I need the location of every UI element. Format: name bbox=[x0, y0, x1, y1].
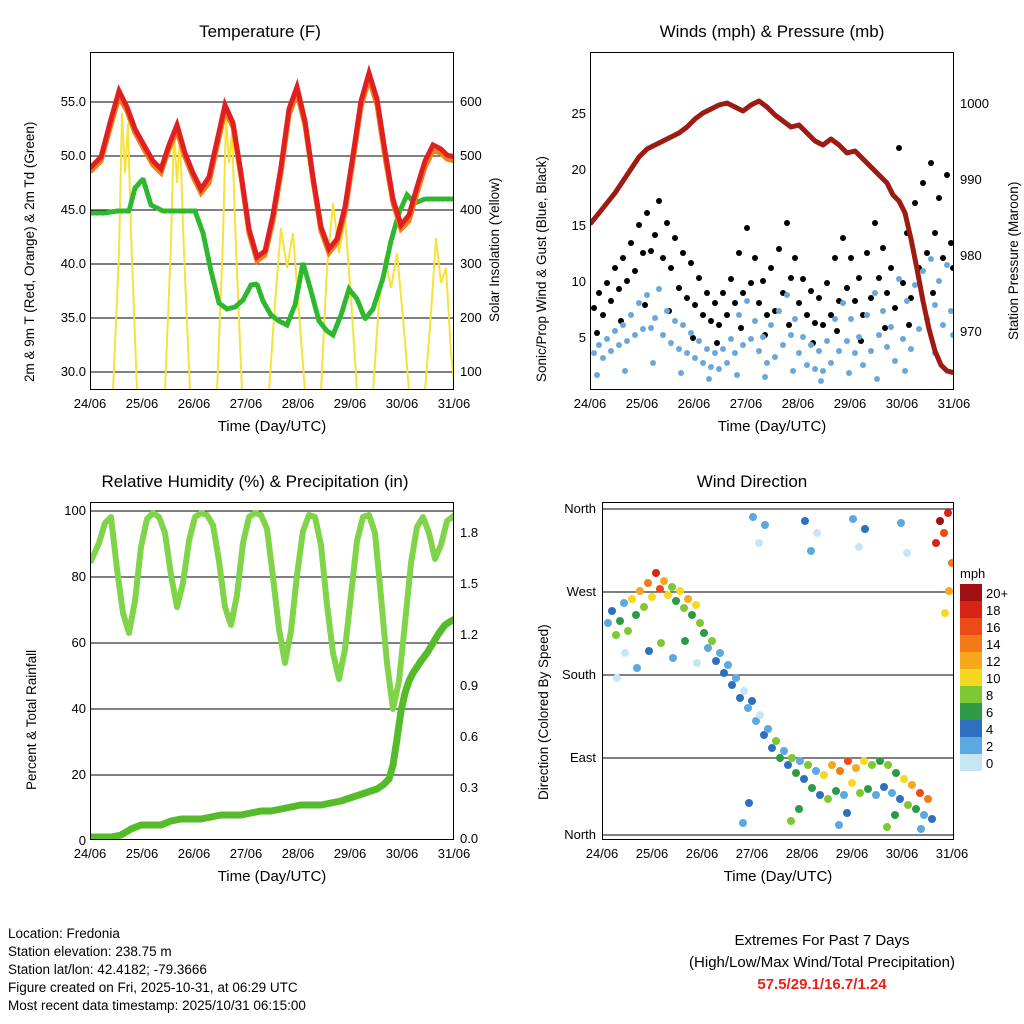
colorbar-label-3: 14 bbox=[986, 637, 1001, 652]
winddir-ytick-0: North bbox=[564, 501, 596, 516]
humidity-xtick-1: 25/06 bbox=[125, 846, 159, 861]
temperature-ytick-right-5: 100 bbox=[460, 364, 482, 379]
humidity-ytick-left-4: 20 bbox=[71, 767, 86, 782]
colorbar-label-1: 18 bbox=[986, 603, 1001, 618]
winds-svg bbox=[591, 53, 954, 390]
temperature-xlabel: Time (Day/UTC) bbox=[217, 418, 327, 435]
footer-info bbox=[8, 925, 306, 1015]
winds-ylabel-right: Station Pressure (Maroon) bbox=[1006, 181, 1021, 340]
winddir-xtick-6: 30/06 bbox=[885, 846, 919, 861]
humidity-ytick-left-3: 40 bbox=[71, 701, 86, 716]
temperature-xtick-4: 28/06 bbox=[281, 396, 315, 411]
humidity-ytick-right-5: 0.3 bbox=[460, 780, 479, 795]
winddir-svg bbox=[603, 503, 954, 840]
humidity-plot bbox=[90, 502, 454, 840]
temperature-ytick-right-3: 300 bbox=[460, 256, 482, 271]
winds-ytick-left-4: 5 bbox=[578, 330, 586, 345]
temperature-ylabel-left: 2m & 9m T (Red, Orange) & 2m Td (Green) bbox=[22, 121, 37, 382]
humidity-ytick-left-0: 100 bbox=[64, 503, 86, 518]
winddir-title: Wind Direction bbox=[696, 472, 808, 491]
colorbar-swatch-20plus bbox=[960, 584, 982, 601]
temperature-xtick-1: 25/06 bbox=[125, 396, 159, 411]
temperature-ytick-right-4: 200 bbox=[460, 310, 482, 325]
winddir-ytick-1: West bbox=[566, 584, 596, 599]
winds-plot bbox=[590, 52, 954, 390]
humidity-ytick-right-0: 1.8 bbox=[460, 525, 479, 540]
humidity-xlabel: Time (Day/UTC) bbox=[217, 868, 327, 885]
winds-ytick-right-3: 970 bbox=[960, 324, 982, 339]
winddir-xtick-4: 28/06 bbox=[785, 846, 819, 861]
winds-ytick-left-1: 20 bbox=[571, 162, 586, 177]
temperature-ytick-left-1: 50.0 bbox=[60, 148, 86, 163]
colorbar-label-4: 12 bbox=[986, 654, 1001, 669]
temperature-plot bbox=[90, 52, 454, 390]
winddir-plot bbox=[602, 502, 954, 840]
panel-winddirection bbox=[512, 450, 1024, 920]
winddir-xtick-3: 27/06 bbox=[735, 846, 769, 861]
colorbar-swatch-10 bbox=[960, 669, 982, 686]
humidity-xtick-7: 31/06 bbox=[437, 846, 471, 861]
temperature-title: Temperature (F) bbox=[199, 22, 321, 41]
colorbar-title: mph bbox=[960, 566, 986, 581]
temperature-xtick-3: 27/06 bbox=[229, 396, 263, 411]
winddir-colorbar bbox=[960, 566, 1024, 826]
humidity-xtick-0: 24/06 bbox=[73, 846, 107, 861]
humidity-ytick-right-6: 0.0 bbox=[460, 831, 479, 846]
temperature-ytick-left-0: 55.0 bbox=[60, 94, 86, 109]
winddir-xtick-5: 29/06 bbox=[835, 846, 869, 861]
colorbar-label-7: 6 bbox=[986, 705, 994, 720]
humidity-xtick-5: 29/06 bbox=[333, 846, 367, 861]
winddir-ytick-2: South bbox=[562, 667, 596, 682]
footer-created: Figure created on Fri, 2025-10-31, at 06:29 UTC bbox=[8, 980, 298, 995]
temperature-ytick-right-2: 400 bbox=[460, 202, 482, 217]
winddir-xlabel: Time (Day/UTC) bbox=[723, 868, 833, 885]
winddir-ylabel-left: Direction (Colored By Speed) bbox=[536, 624, 551, 800]
humidity-ytick-right-4: 0.6 bbox=[460, 729, 479, 744]
winds-ytick-right-0: 1000 bbox=[960, 96, 989, 111]
temperature-ytick-left-4: 35.0 bbox=[60, 310, 86, 325]
winds-ytick-left-3: 10 bbox=[571, 274, 586, 289]
humidity-svg bbox=[91, 503, 454, 840]
colorbar-swatch-4 bbox=[960, 720, 982, 737]
winds-ylabel-left: Sonic/Prop Wind & Gust (Blue, Black) bbox=[534, 156, 549, 382]
temperature-xtick-2: 26/06 bbox=[177, 396, 211, 411]
winds-ytick-right-2: 980 bbox=[960, 248, 982, 263]
winddir-xtick-0: 24/06 bbox=[585, 846, 619, 861]
footer-latlon: Station lat/lon: 42.4182; -79.3666 bbox=[8, 962, 207, 977]
humidity-xtick-4: 28/06 bbox=[281, 846, 315, 861]
footer-elevation: Station elevation: 238.75 m bbox=[8, 944, 172, 959]
colorbar-swatch-2 bbox=[960, 737, 982, 754]
panel-humidity bbox=[0, 450, 512, 920]
colorbar-swatch-18 bbox=[960, 601, 982, 618]
extremes-heading: Extremes For Past 7 Days bbox=[734, 932, 910, 949]
temperature-xtick-7: 31/06 bbox=[437, 396, 471, 411]
humidity-ytick-left-2: 60 bbox=[71, 635, 86, 650]
colorbar-swatch-8 bbox=[960, 686, 982, 703]
temperature-ytick-right-1: 500 bbox=[460, 148, 482, 163]
colorbar-label-10: 0 bbox=[986, 756, 994, 771]
winds-xtick-6: 30/06 bbox=[885, 396, 919, 411]
winds-xlabel: Time (Day/UTC) bbox=[717, 418, 827, 435]
humidity-xtick-6: 30/06 bbox=[385, 846, 419, 861]
humidity-ytick-left-1: 80 bbox=[71, 569, 86, 584]
extremes-summary bbox=[620, 930, 1024, 996]
footer-location: Location: Fredonia bbox=[8, 926, 120, 941]
colorbar-swatch-6 bbox=[960, 703, 982, 720]
panel-temperature bbox=[0, 0, 512, 450]
footer-timestamp: Most recent data timestamp: 2025/10/31 06:15:00 bbox=[8, 998, 306, 1013]
extremes-values: 57.5/29.1/16.7/1.24 bbox=[757, 976, 887, 993]
winds-xtick-1: 25/06 bbox=[625, 396, 659, 411]
colorbar-swatches bbox=[960, 584, 982, 771]
panel-winds bbox=[512, 0, 1024, 450]
winds-ytick-right-1: 990 bbox=[960, 172, 982, 187]
temperature-xtick-6: 30/06 bbox=[385, 396, 419, 411]
temperature-xtick-5: 29/06 bbox=[333, 396, 367, 411]
winddir-ytick-3: East bbox=[569, 750, 596, 765]
winds-ytick-left-0: 25 bbox=[571, 106, 586, 121]
humidity-ytick-right-1: 1.5 bbox=[460, 576, 479, 591]
temperature-ytick-left-5: 30.0 bbox=[60, 364, 86, 379]
winds-ytick-left-2: 15 bbox=[571, 218, 586, 233]
colorbar-label-5: 10 bbox=[986, 671, 1001, 686]
winds-xtick-5: 29/06 bbox=[833, 396, 867, 411]
humidity-ytick-right-3: 0.9 bbox=[460, 678, 479, 693]
humidity-xtick-3: 27/06 bbox=[229, 846, 263, 861]
winddir-ytick-4: North bbox=[564, 827, 596, 842]
winds-title: Winds (mph) & Pressure (mb) bbox=[659, 22, 885, 41]
humidity-ytick-left-5: 0 bbox=[78, 833, 86, 848]
colorbar-label-6: 8 bbox=[986, 688, 994, 703]
humidity-title: Relative Humidity (%) & Precipitation (in) bbox=[101, 472, 409, 491]
colorbar-label-2: 16 bbox=[986, 620, 1001, 635]
winddir-xtick-7: 31/06 bbox=[935, 846, 969, 861]
temperature-xtick-0: 24/06 bbox=[73, 396, 107, 411]
temperature-ylabel-right: Solar Insolation (Yellow) bbox=[487, 177, 502, 322]
winds-xtick-3: 27/06 bbox=[729, 396, 763, 411]
colorbar-label-9: 2 bbox=[986, 739, 994, 754]
temperature-ytick-left-2: 45.0 bbox=[60, 202, 86, 217]
humidity-ytick-right-2: 1.2 bbox=[460, 627, 479, 642]
winds-xtick-7: 31/06 bbox=[937, 396, 971, 411]
winddir-xtick-2: 26/06 bbox=[685, 846, 719, 861]
colorbar-swatch-12 bbox=[960, 652, 982, 669]
temperature-ytick-left-3: 40.0 bbox=[60, 256, 86, 271]
humidity-xtick-2: 26/06 bbox=[177, 846, 211, 861]
extremes-subheading: (High/Low/Max Wind/Total Precipitation) bbox=[689, 954, 955, 971]
humidity-ylabel-left: Percent & Total Rainfall bbox=[24, 649, 39, 790]
colorbar-swatch-14 bbox=[960, 635, 982, 652]
colorbar-swatch-0 bbox=[960, 754, 982, 771]
colorbar-label-0: 20+ bbox=[986, 586, 1009, 601]
winds-xtick-4: 28/06 bbox=[781, 396, 815, 411]
colorbar-label-8: 4 bbox=[986, 722, 994, 737]
winddir-xtick-1: 25/06 bbox=[635, 846, 669, 861]
temperature-svg bbox=[91, 53, 454, 390]
winds-xtick-2: 26/06 bbox=[677, 396, 711, 411]
temperature-ytick-right-0: 600 bbox=[460, 94, 482, 109]
winds-xtick-0: 24/06 bbox=[573, 396, 607, 411]
colorbar-swatch-16 bbox=[960, 618, 982, 635]
